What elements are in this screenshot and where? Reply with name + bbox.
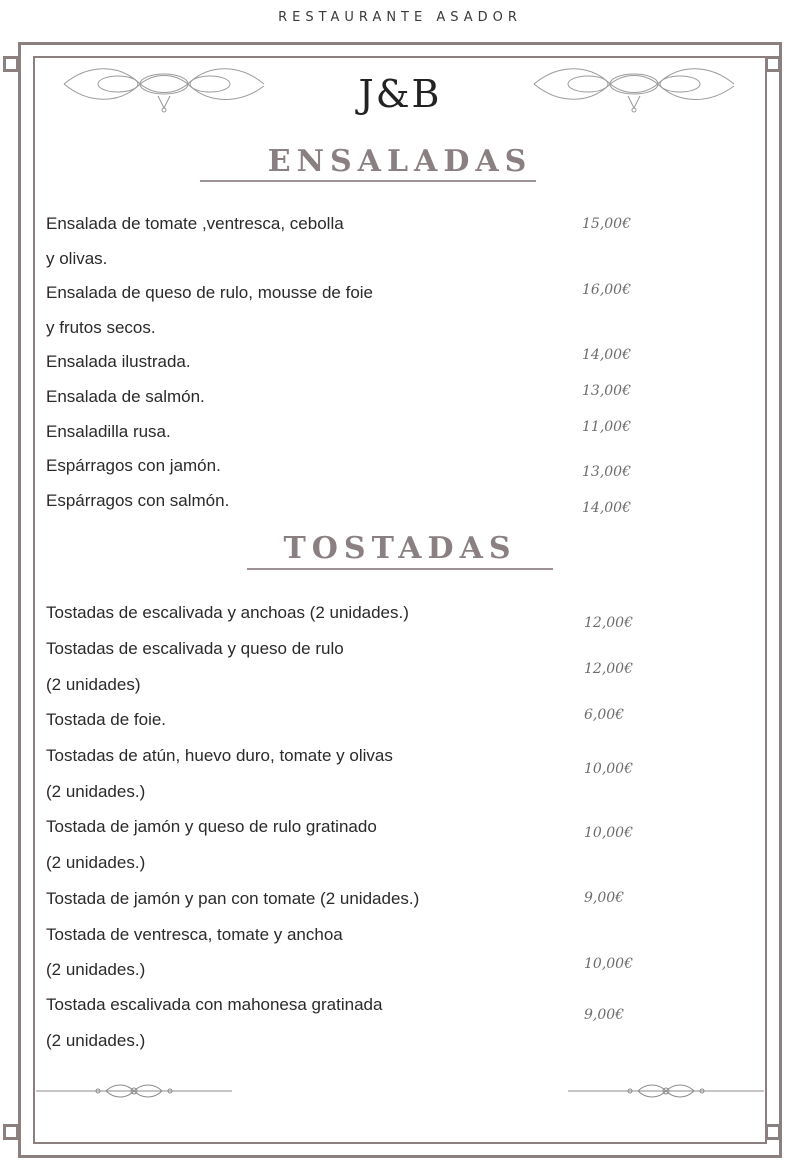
menu-item-name: Tostadas de escalivada y queso de rulo — [46, 639, 344, 658]
menu-item-price: 9,00€ — [584, 1007, 625, 1023]
restaurant-logo: J&B — [358, 72, 442, 116]
menu-item-name: Tostada de jamón y queso de rulo gratinado — [46, 817, 377, 836]
menu-item-price: 11,00€ — [582, 419, 631, 435]
menu-item-price: 13,00€ — [582, 464, 631, 480]
section-underline — [200, 180, 536, 182]
menu-item-name: Tostadas de atún, huevo duro, tomate y olivas — [46, 746, 393, 765]
menu-item-price: 13,00€ — [582, 383, 631, 399]
section-title-ensaladas: ENSALADAS — [267, 144, 533, 179]
menu-item-name: Tostada escalivada con mahonesa gratinada — [46, 995, 383, 1014]
menu-item-name-continuation: y olivas. — [46, 249, 108, 268]
menu-item-name: Espárragos con jamón. — [46, 456, 221, 475]
corner-notch — [3, 56, 19, 72]
menu-item-name: Ensalada de salmón. — [46, 387, 205, 406]
menu-item-name-continuation: (2 unidades.) — [46, 782, 146, 801]
menu-item-price: 6,00€ — [584, 707, 625, 723]
menu-item-name-continuation: (2 unidades.) — [46, 960, 146, 979]
menu-item-price: 9,00€ — [584, 890, 625, 906]
section-underline — [247, 568, 553, 570]
menu-item-name: Tostada de ventresca, tomate y anchoa — [46, 925, 343, 944]
menu-item-name: Ensalada ilustrada. — [46, 352, 191, 371]
menu-item-name: Tostada de foie. — [46, 710, 167, 729]
menu-item-price: 10,00€ — [584, 761, 633, 777]
menu-item-price: 10,00€ — [584, 825, 633, 841]
menu-item-name-continuation: y frutos secos. — [46, 318, 156, 337]
menu-item-name: Tostadas de escalivada y anchoas (2 unidades.) — [46, 603, 409, 622]
menu-item-name: Espárragos con salmón. — [46, 491, 230, 510]
corner-notch — [3, 1124, 19, 1140]
divider-ornament-icon — [36, 1082, 232, 1100]
menu-item-price: 14,00€ — [582, 347, 631, 363]
divider-ornament-icon — [568, 1082, 764, 1100]
menu-item-price: 14,00€ — [582, 500, 631, 516]
section-title-tostadas: TOSTADAS — [283, 531, 517, 566]
menu-item-price: 15,00€ — [582, 216, 631, 232]
menu-item-name: Ensalada de tomate ,ventresca, cebolla — [46, 214, 344, 233]
menu-item-name-continuation: (2 unidades.) — [46, 1031, 146, 1050]
corner-notch — [765, 56, 781, 72]
menu-item-name: Ensalada de queso de rulo, mousse de foie — [46, 283, 374, 302]
menu-item-name: Ensaladilla rusa. — [46, 422, 171, 441]
menu-item-price: 12,00€ — [584, 615, 633, 631]
menu-item-price: 12,00€ — [584, 661, 633, 677]
menu-item-price: 10,00€ — [584, 956, 633, 972]
menu-item-name: Tostada de jamón y pan con tomate (2 unidades.) — [46, 889, 420, 908]
corner-notch — [765, 1124, 781, 1140]
menu-item-name-continuation: (2 unidades.) — [46, 853, 146, 872]
menu-item-name-continuation: (2 unidades) — [46, 675, 141, 694]
restaurant-type-label: RESTAURANTE ASADOR — [278, 10, 522, 25]
menu-item-price: 16,00€ — [582, 282, 631, 298]
